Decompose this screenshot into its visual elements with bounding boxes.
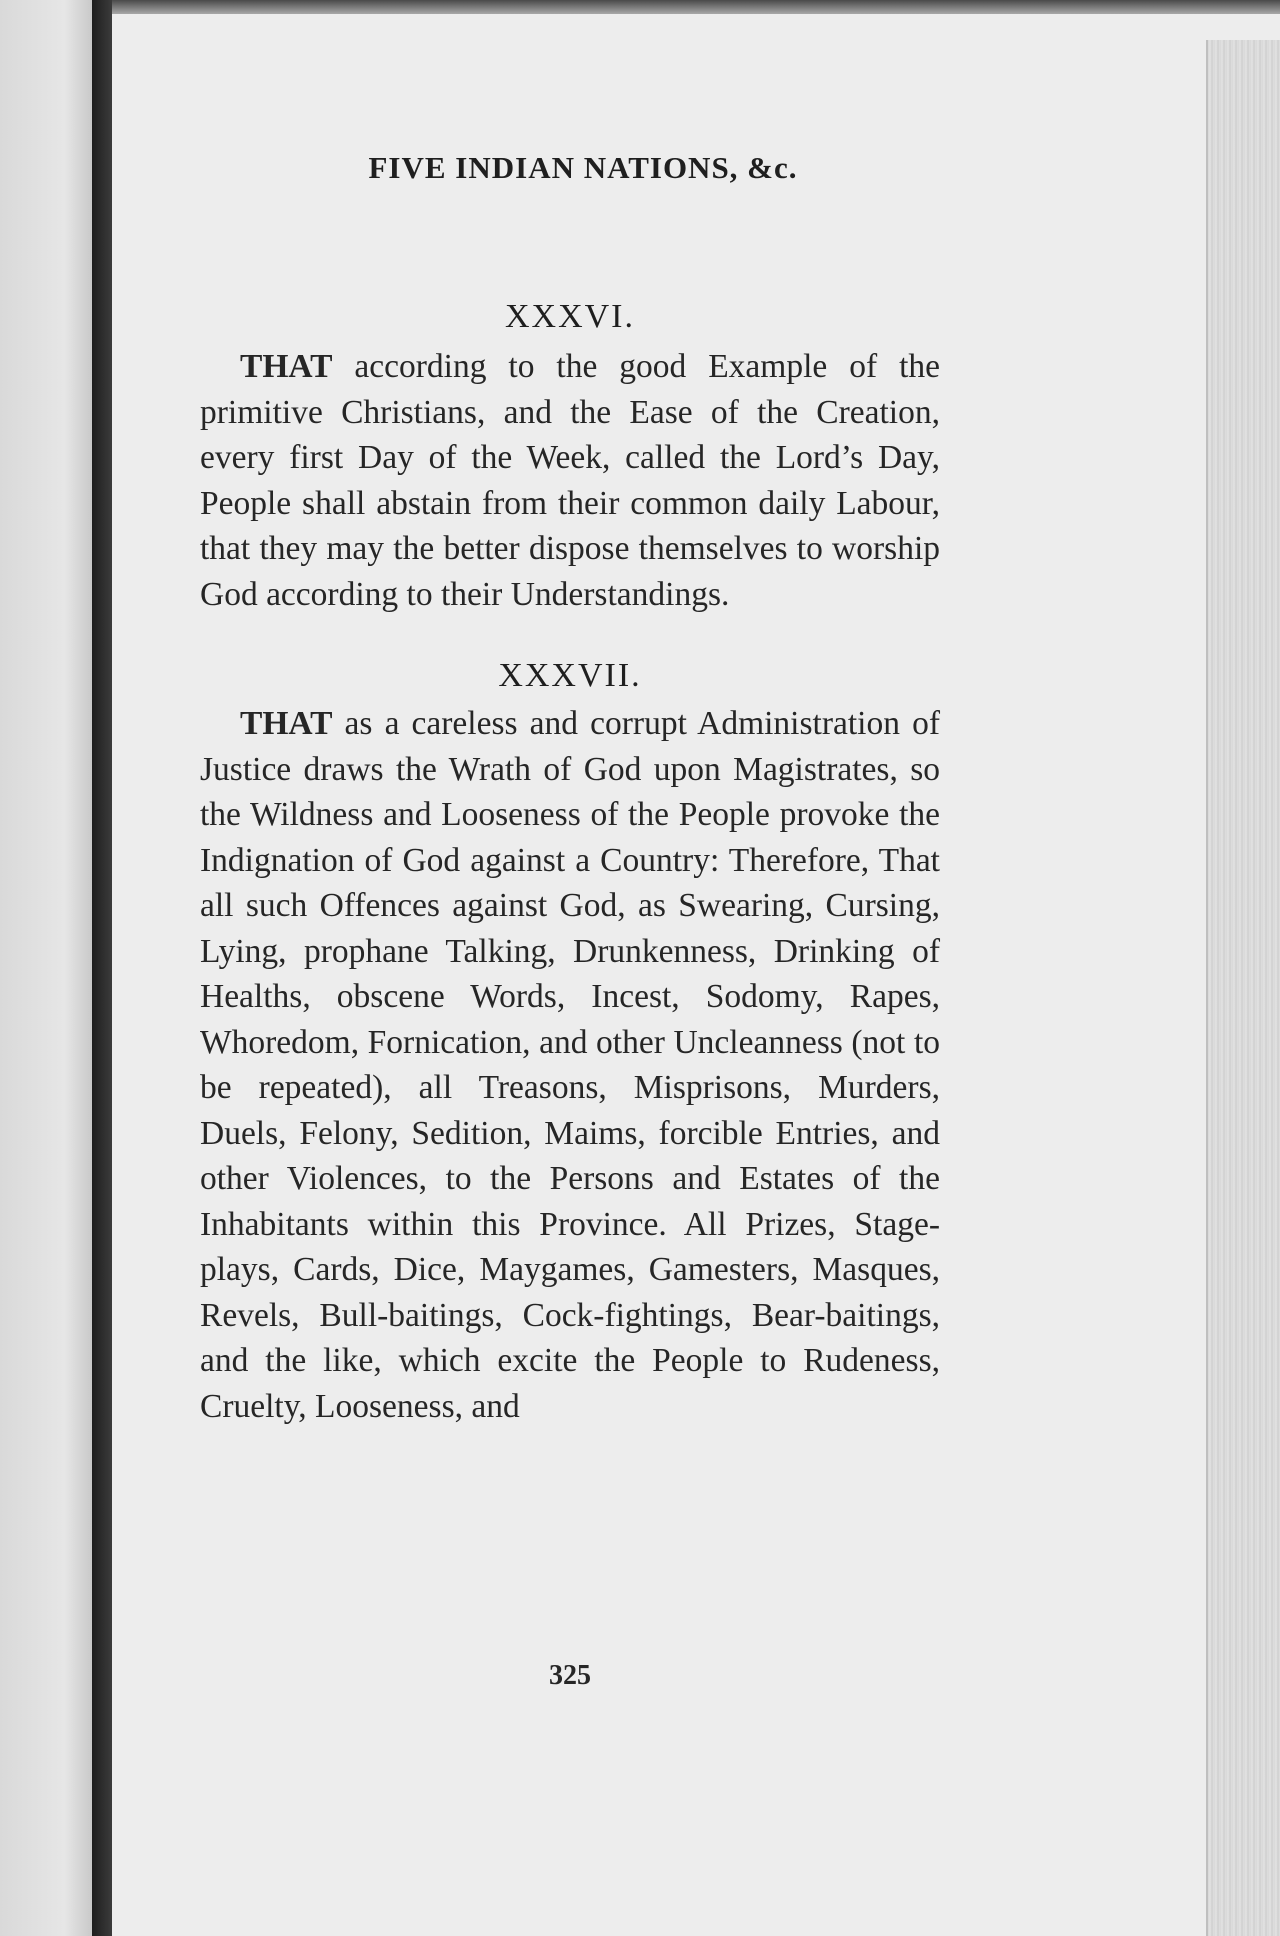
page-number: 325: [549, 1660, 591, 1691]
book-gutter: [92, 0, 112, 1936]
section-paragraph: [200, 701, 940, 1429]
section-body: according to the good Example of the primitive Christians, and the Ease of the Creation, every first Day of the Week, called the Lord’s Day, People shall abstain from their common daily Labour, that they may the better dispose themselves to worship God according to their Understandings.: [200, 348, 940, 613]
page-fore-edge: [1206, 40, 1280, 1936]
running-head: FIVE INDIAN NATIONS, &c.: [368, 150, 798, 185]
page-text-block: [200, 150, 940, 1429]
section-paragraph: [200, 344, 940, 617]
section-body: as a careless and corrupt Administration of Justice draws the Wrath of God upon Magistrates, so the Wildness and Looseness of the People provoke the Indignation of God against a Country: Therefore, That all such Offences against God, as Swearing, Cursing, Lying, prophane Talking, Drunkenness, Drinking of Healths, obscene Words, Incest, Sodomy, Rapes, Whoredom, Fornication, and other Uncleanness (not to be repeated), all Treasons, Misprisons, Murders, Duels, Felony, Sedition, Maims, forcible Entries, and other Violences, to the Persons and Estates of the Inhabitants within this Province. All Prizes, Stage-plays, Cards, Dice, Maygames, Gamesters, Masques, Revels, Bull-baitings, Cock-fightings, Bear-baitings, and the like, which excite the People to Rudeness, Cruelty, Looseness, and: [200, 705, 940, 1425]
page-top-shadow: [112, 0, 1280, 14]
facing-page-edge: [0, 0, 92, 1936]
section-lead-word: THAT: [240, 348, 333, 385]
book-page: [112, 0, 1280, 1936]
section-number: XXXVI.: [504, 298, 636, 335]
section-lead-word: THAT: [240, 705, 333, 742]
section-number: XXXVII.: [498, 657, 642, 694]
